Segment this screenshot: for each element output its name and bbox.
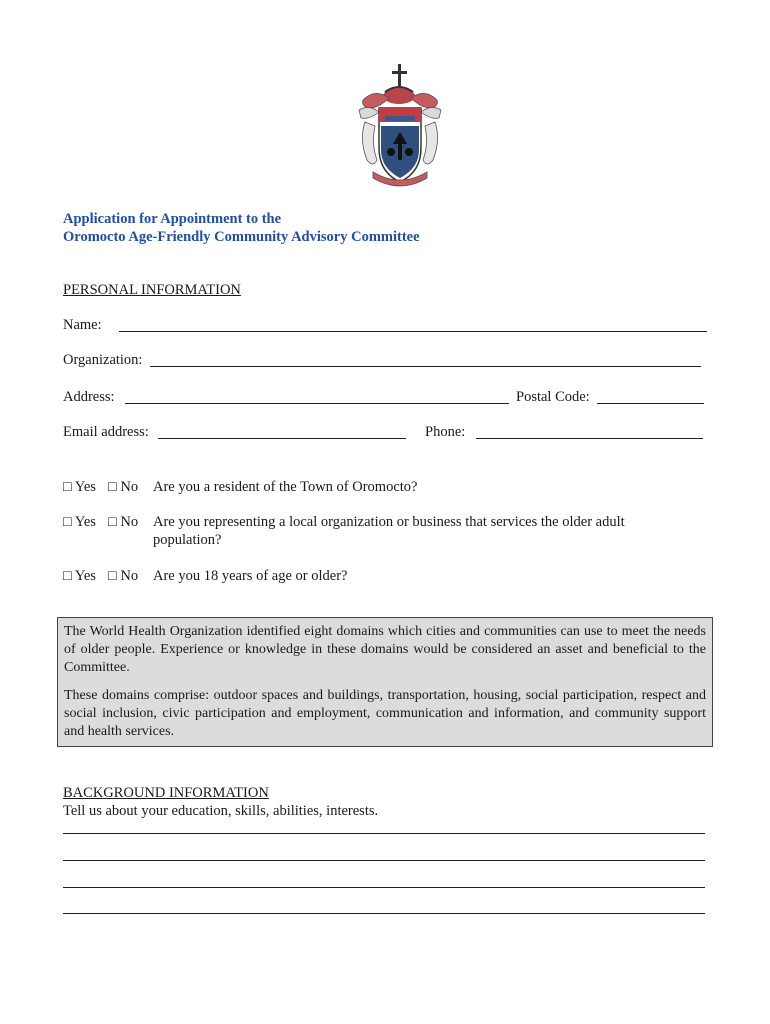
who-domains-info-box — [57, 617, 713, 747]
organization-field[interactable] — [150, 366, 701, 367]
background-answer-line[interactable] — [63, 833, 705, 834]
question-text: Are you 18 years of age or older? — [153, 568, 348, 584]
personal-information-heading: PERSONAL INFORMATION — [63, 282, 241, 298]
yes-checkbox[interactable]: □ Yes — [63, 568, 96, 584]
background-answer-line[interactable] — [63, 860, 705, 861]
no-checkbox[interactable]: □ No — [108, 568, 139, 584]
info-paragraph-1: The World Health Organization identified eight domains which cities and communities can use to meet the needs of older people. Experience or knowledge in these domains would be considered an asset and beneficial to the Committee. — [64, 624, 706, 675]
phone-label: Phone: — [425, 424, 466, 440]
question-text: Are you representing a local organization or business that services the older adult population? — [153, 514, 625, 548]
form-title-line-2: Oromocto Age-Friendly Community Advisory Committee — [63, 229, 420, 245]
address-label: Address: — [63, 389, 115, 405]
no-checkbox[interactable]: □ No — [108, 514, 139, 530]
background-answer-line[interactable] — [63, 887, 705, 888]
email-field[interactable] — [158, 438, 406, 439]
postal-code-field[interactable] — [597, 403, 704, 404]
address-field[interactable] — [125, 403, 509, 404]
organization-label: Organization: — [63, 352, 143, 368]
postal-code-label: Postal Code: — [516, 389, 590, 405]
question-text: Are you a resident of the Town of Oromocto? — [153, 479, 418, 495]
town-crest-icon — [355, 60, 445, 195]
no-checkbox[interactable]: □ No — [108, 479, 139, 495]
info-paragraph-2: These domains comprise: outdoor spaces and buildings, transportation, housing, social participation, respect and social inclusion, civic participation and employment, communication and information, and community support and health services. — [64, 688, 706, 739]
form-title — [63, 210, 420, 246]
yes-checkbox[interactable]: □ Yes — [63, 514, 96, 530]
email-label: Email address: — [63, 424, 149, 440]
name-field[interactable] — [119, 331, 707, 332]
background-answer-line[interactable] — [63, 913, 705, 914]
yes-checkbox[interactable]: □ Yes — [63, 479, 96, 495]
form-title-line-1: Application for Appointment to the — [63, 211, 282, 227]
background-prompt: Tell us about your education, skills, abilities, interests. — [63, 803, 379, 819]
phone-field[interactable] — [476, 438, 703, 439]
background-information-heading: BACKGROUND INFORMATION — [63, 785, 269, 801]
name-label: Name: — [63, 317, 102, 333]
